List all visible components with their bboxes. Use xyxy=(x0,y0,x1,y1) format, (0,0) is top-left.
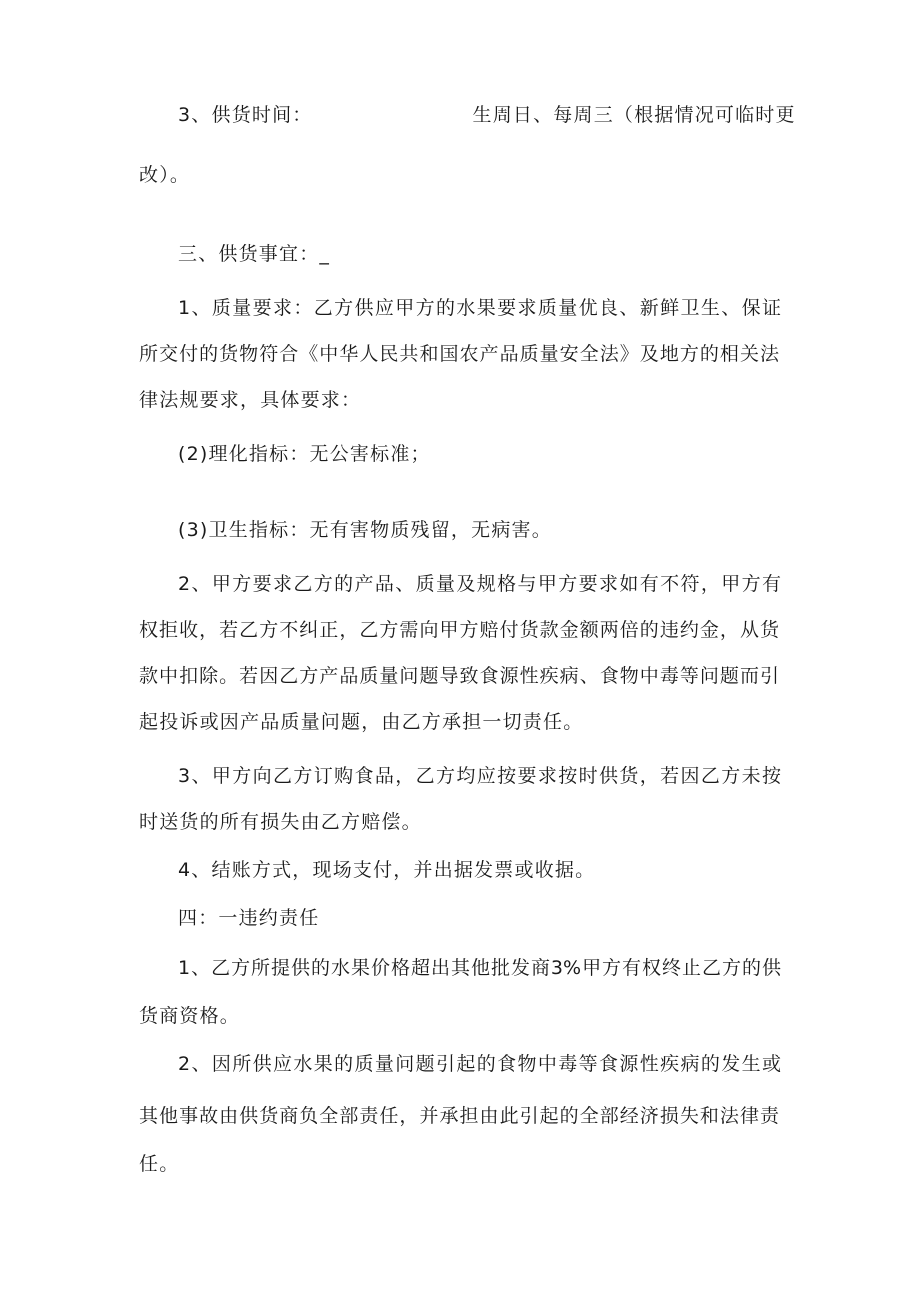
paragraph-line: 2、因所供应水果的质量问题引起的食物中毒等食源性疾病的发生或 xyxy=(178,1053,781,1075)
paragraph-line: 货商资格。 xyxy=(139,1005,241,1027)
paragraph-line: 律法规要求，具体要求： xyxy=(139,389,362,411)
supply-time-label: 3、供货时间： xyxy=(178,104,313,126)
paragraph-line: 其他事故由供货商负全部责任，并承担由此引起的全部经济损失和法律责 xyxy=(139,1105,779,1127)
paragraph-line: 4、结账方式，现场支付，并出据发票或收据。 xyxy=(178,859,596,881)
paragraph-line: 3、甲方向乙方订购食品，乙方均应按要求按时供货，若因乙方未按 xyxy=(178,765,781,787)
paragraph-line: 款中扣除。若因乙方产品质量问题导致食源性疾病、食物中毒等问题而引 xyxy=(139,665,779,687)
supply-time-value: 生周日、每周三（根据情况可临时更 xyxy=(472,104,796,126)
paragraph-line: 起投诉或因产品质量问题，由乙方承担一切责任。 xyxy=(139,711,584,733)
paragraph-line: 权拒收，若乙方不纠正，乙方需向甲方赔付货款金额两倍的违约金，从货 xyxy=(139,619,779,641)
section-heading: 四：一违约责任 xyxy=(178,907,320,929)
paragraph-line: 改）。 xyxy=(139,164,191,186)
list-item: (3)卫生指标：无有害物质残留，无病害。 xyxy=(178,519,552,541)
paragraph-line: 2、甲方要求乙方的产品、质量及规格与甲方要求如有不符，甲方有 xyxy=(178,573,781,595)
list-item: (2)理化指标：无公害标准； xyxy=(178,443,431,465)
section-heading: 三、供货事宜：_ xyxy=(178,243,331,265)
paragraph-line: 1、质量要求：乙方供应甲方的水果要求质量优良、新鲜卫生、保证 xyxy=(178,297,781,319)
paragraph-line: 任。 xyxy=(139,1153,180,1175)
paragraph-line: 时送货的所有损失由乙方赔偿。 xyxy=(139,811,422,833)
paragraph-line: 1、乙方所提供的水果价格超出其他批发商3%甲方有权终止乙方的供 xyxy=(178,957,781,979)
paragraph-line: 所交付的货物符合《中华人民共和国农产品质量安全法》及地方的相关法 xyxy=(139,343,779,365)
supply-time-line xyxy=(178,103,796,127)
